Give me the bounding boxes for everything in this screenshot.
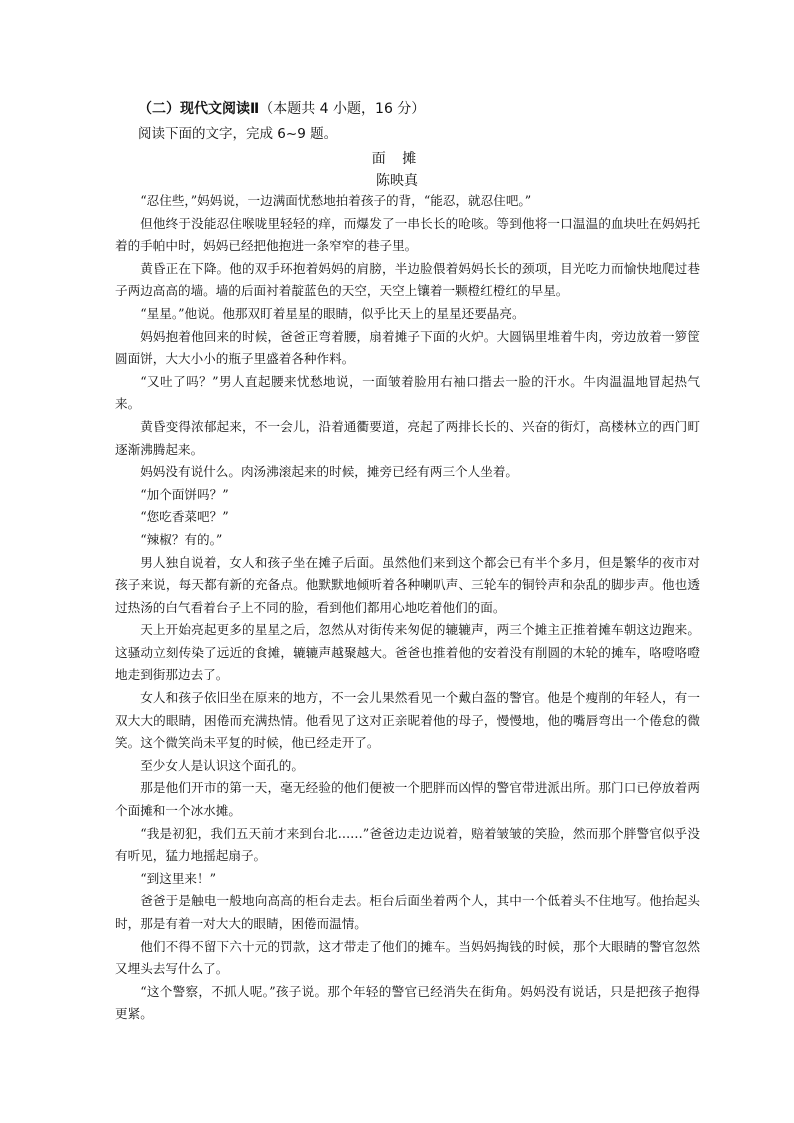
- paragraph: 黄昏正在下降。他的双手环抱着妈妈的肩膀，半边脸偎着妈妈长长的颈项，目光吃力而愉快地爬过巷子两边高高的墙。墙的后面衬着靛蓝色的天空，天空上镶着一颗橙红橙红的早星。: [115, 260, 700, 299]
- paragraph: “星星。”他说。他那双盯着星星的眼睛，似乎比天上的星星还要晶亮。: [140, 305, 525, 321]
- paragraph: 妈妈没有说什么。肉汤沸滚起来的时候，摊旁已经有两三个人坐着。: [140, 464, 518, 480]
- paragraph: 男人独自说着，女人和孩子坐在摊子后面。虽然他们来到这个都会已有半个多月，但是繁华的夜市对孩子来说，每天都有新的充备点。他默默地倾听着各种喇叭声、三轮车的铜铃声和杂乱的脚步声。他也透过热汤的白气看着台子上不同的脸，看到他们都用心地吃着他们的面。: [115, 554, 700, 615]
- paragraph: 黄昏变得浓郁起来，不一会儿，沿着通衢要道，亮起了两排长长的、兴奋的街灯，高楼林立的西门町逐渐沸腾起来。: [115, 418, 700, 457]
- paragraph: “忍住些，”妈妈说，一边满面忧愁地拍着孩子的背，“能忍，就忍住吧。”: [140, 193, 532, 208]
- paragraph: “您吃香菜吧？”: [140, 509, 229, 525]
- paragraph: “又吐了吗？”男人直起腰来忧愁地说，一面皱着脸用右袖口揩去一脸的汗水。牛肉温温地冒起热气来。: [115, 373, 700, 412]
- section-heading: [138, 98, 425, 118]
- paragraph: “这个警察，不抓人呢。”孩子说。那个年轻的警官已经消失在街角。妈妈没有说话，只是把孩子抱得更紧。: [115, 983, 700, 1022]
- paragraph: 女人和孩子依旧坐在原来的地方，不一会儿果然看见一个戴白盔的警官。他是个瘦削的年轻人，有一双大大的眼睛，困倦而充满热情。他看见了这对正亲昵着他的母子，慢慢地，他的嘴唇弯出一个倦怠的微笑。这个微笑尚未平复的时候，他已经走开了。: [115, 690, 700, 751]
- paragraph: 那是他们开市的第一天，毫无经验的他们便被一个肥胖而凶悍的警官带进派出所。那门口已停放着两个面摊和一个冰水摊。: [115, 780, 700, 819]
- paragraph: 但他终于没能忍住喉咙里轻轻的痒，而爆发了一串长长的呛咳。等到他将一口温温的血块吐在妈妈托着的手帕中时，妈妈已经把他抱进一条窄窄的巷子里。: [115, 215, 700, 254]
- section-heading-main: （二）现代文阅读Ⅱ: [138, 101, 260, 117]
- paragraph: “辣椒？有的。”: [140, 531, 223, 547]
- paragraph: 爸爸于是触电一般地向高高的柜台走去。柜台后面坐着两个人，其中一个低着头不住地写。他抬起头时，那是有着一对大大的眼睛，困倦而温情。: [115, 893, 700, 931]
- paragraph: “到这里来！”: [140, 870, 217, 886]
- story-author: 陈映真: [376, 173, 418, 189]
- paragraph: 妈妈抱着他回来的时候，爸爸正弯着腰，扇着摊子下面的火炉。大圆锅里堆着牛肉，旁边放着一箩筐圆面饼，大大小小的瓶子里盛着各种作料。: [115, 328, 700, 367]
- story-body: [115, 190, 700, 1026]
- paragraph: 至少女人是认识这个面孔的。: [140, 757, 304, 773]
- paragraph: 他们不得不留下六十元的罚款，这才带走了他们的摊车。当妈妈掏钱的时候，那个大眼睛的警官忽然又埋头去写什么了。: [115, 938, 700, 977]
- story-title: 面 摊: [371, 151, 423, 167]
- paragraph: 天上开始亮起更多的星星之后，忽然从对街传来匆促的辘辘声，两三个摊主正推着摊车朝这边跑来。这骚动立刻传染了远近的食摊，辘辘声越聚越大。爸爸也推着他的安着没有削圆的木轮的摊车，咯噔咯噔地走到街那边去了。: [115, 622, 700, 683]
- section-heading-note: （本题共 4 小题，16 分）: [259, 101, 426, 117]
- paragraph: “加个面饼吗？”: [140, 486, 229, 502]
- paragraph: “我是初犯，我们五天前才来到台北……”爸爸边走边说着，赔着皱皱的笑脸，然而那个胖警官似乎没有听见，猛力地摇起扇子。: [115, 825, 700, 864]
- reading-instruction: 阅读下面的文字，完成 6~9 题。: [138, 126, 338, 142]
